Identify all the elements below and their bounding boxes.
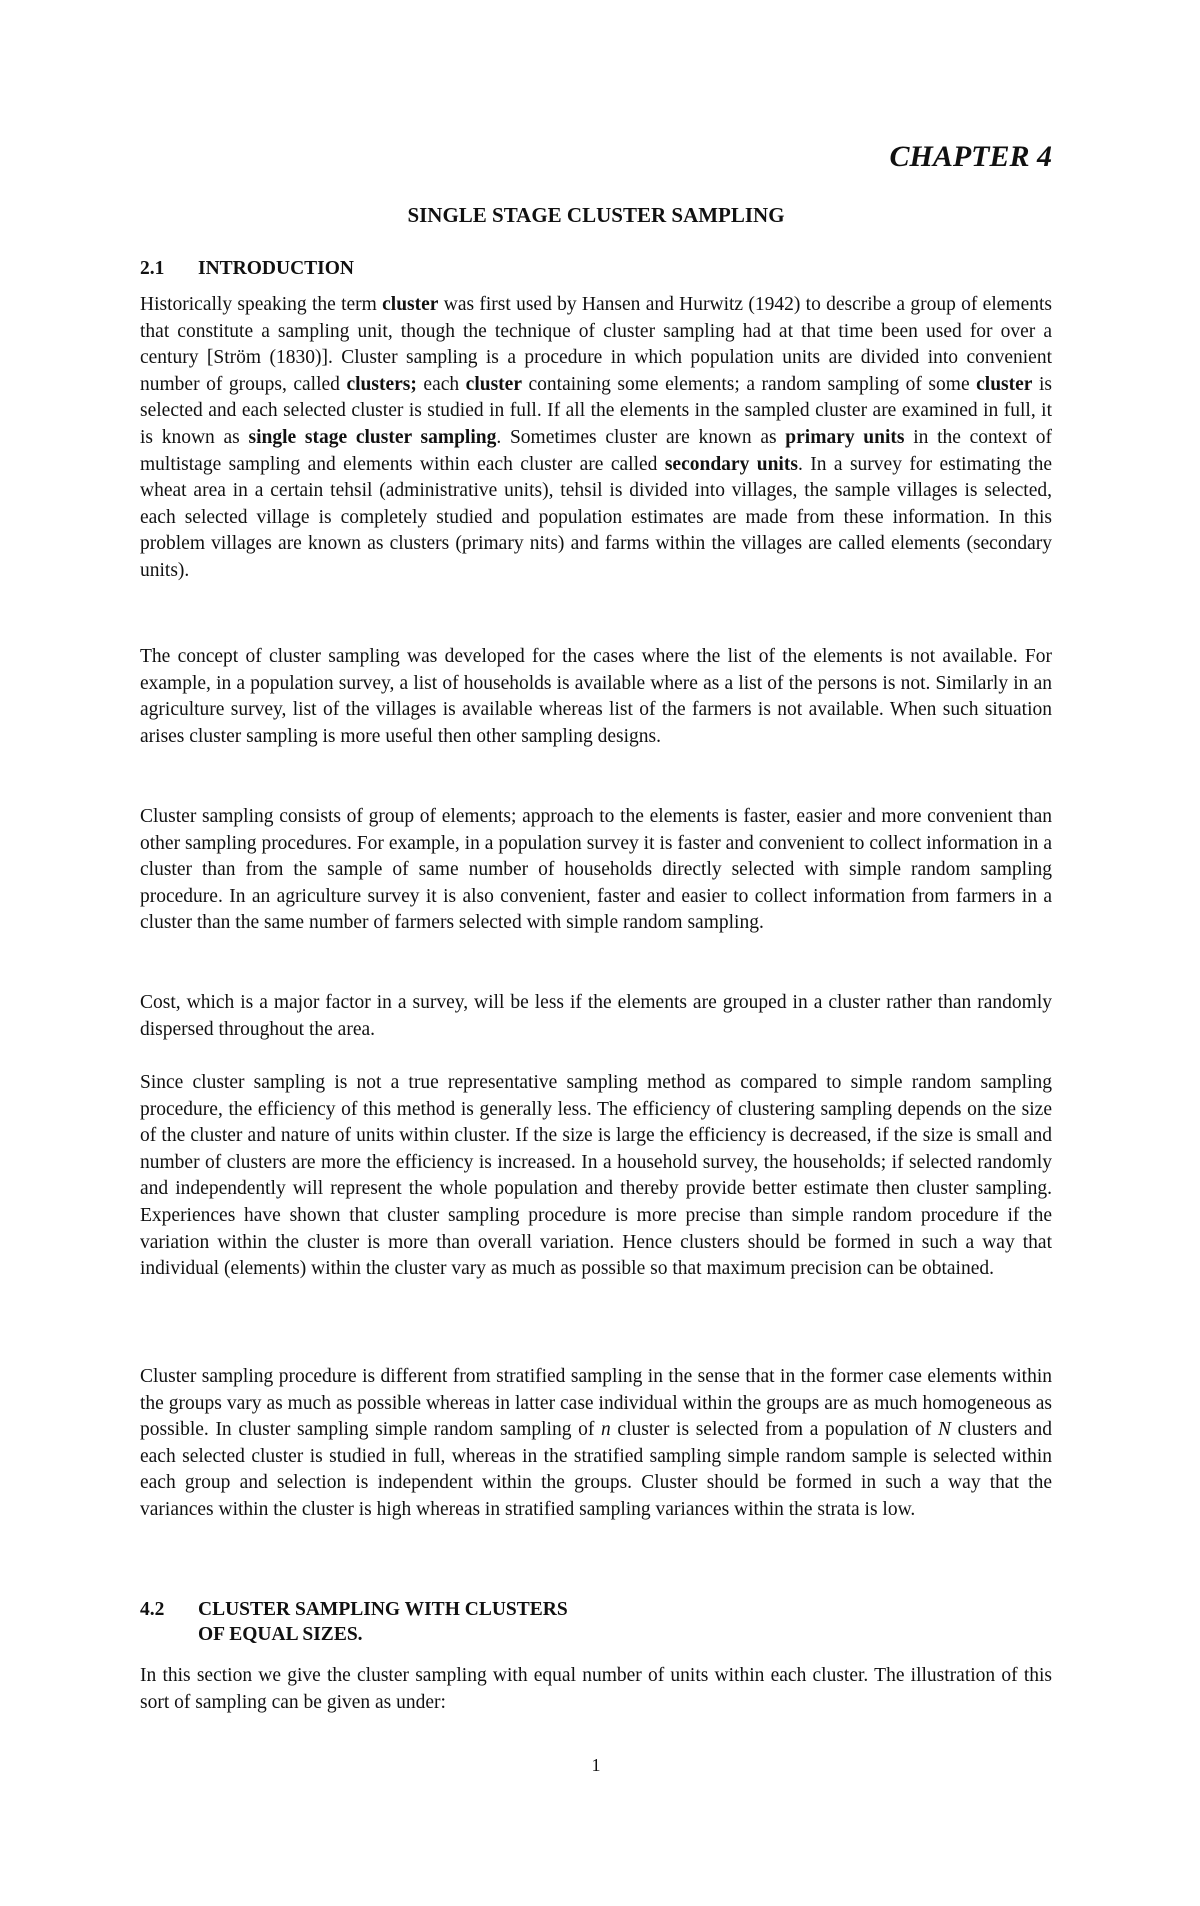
bold-term: cluster	[382, 294, 439, 315]
section-title-line1: CLUSTER SAMPLING WITH CLUSTERS	[198, 1599, 568, 1620]
text-run: . In a survey for estimating the wheat area in a certain tehsil (administrative units), tehsil is divided into villages, the sample villages is selected, each selected village is completely studied and population estimates are made from these information. In this problem villages are known as clusters (primary nits) and farms within the villages are called elements (secondary units).	[140, 453, 1052, 581]
text-run: containing some elements; a random sampling of some	[521, 373, 977, 395]
text-run: clusters and each selected cluster is studied in full, whereas in the stratified sampling simple random sample is selected within each group and selection is independent within the groups. Cluster should be formed in such a way that the variances within the cluster is high whereas in stratified sampling variances within the strata is low.	[140, 1419, 1052, 1520]
section-number: 2.1	[140, 258, 165, 279]
chapter-label: CHAPTER 4	[889, 140, 1052, 173]
section-heading-introduction	[140, 256, 354, 281]
bold-term: cluster	[976, 373, 1033, 395]
paragraph-stratified-comparison	[140, 1364, 1052, 1524]
paragraph-efficiency: Since cluster sampling is not a true representative sampling method as compared to simple random sampling procedure, the efficiency of this method is generally less. The efficiency of clustering sampling depends on the size of the cluster and nature of units within cluster. If the size is large the efficiency is decreased, if the size is small and number of clusters are more the efficiency is increased. In a household survey, the households; if selected randomly and independently will represent the whole population and thereby provide better estimate then cluster sampling. Experiences have shown that cluster sampling procedure is more precise than simple random procedure if the variation within the cluster is more than overall variation. Hence clusters should be formed in such a way that individual (elements) within the cluster vary as much as possible so that maximum precision can be obtained.	[140, 1072, 1052, 1280]
paragraph-introduction	[140, 292, 1052, 585]
section-title-line2: OF EQUAL SIZES.	[198, 1624, 363, 1645]
italic-symbol: n	[601, 1419, 611, 1441]
text-run: Cluster sampling procedure is different from stratified sampling in the sense that in the former case elements within the groups vary as much as possible whereas in latter case individual within the groups are as much homogeneous as possible. In cluster sampling simple random sampling of	[140, 1366, 1052, 1441]
bold-term: cluster	[465, 373, 522, 395]
page-number: 1	[591, 1755, 601, 1775]
section-title: INTRODUCTION	[198, 258, 355, 279]
section-number: 4.2	[140, 1599, 165, 1620]
bold-term: secondary units	[664, 453, 798, 475]
text-run: Historically speaking the term	[140, 294, 383, 315]
paragraph-equal-sizes-intro: In this section we give the cluster sampling with equal number of units within each cluster. The illustration of this sort of sampling can be given as under:	[140, 1665, 1052, 1713]
chapter-title: SINGLE STAGE CLUSTER SAMPLING	[407, 203, 785, 227]
paragraph-consists: Cluster sampling consists of group of elements; approach to the elements is faster, easier and more convenient than other sampling procedures. For example, in a population survey it is faster and convenient to collect information in a cluster than from the sample of same number of households directly selected with simple random sampling procedure. In an agriculture survey it is also convenient, faster and easier to collect information from farmers in a cluster than the same number of farmers selected with simple random sampling.	[140, 806, 1052, 934]
text-run: in the context of multistage sampling and elements within each cluster are called	[140, 426, 1052, 475]
text-run: was first used by Hansen and Hurwitz (1942) to describe a group of elements that constitute a sampling unit, though the technique of cluster sampling had at that time been used for over a century [Ström (1830)]. Cluster sampling is a procedure in which population units are divided into convenient number of groups, called	[140, 294, 1052, 395]
bold-term: single stage cluster sampling	[248, 426, 497, 448]
text-run: cluster is selected from a population of	[610, 1419, 938, 1441]
text-run: . Sometimes cluster are known as	[496, 426, 786, 448]
bold-term: primary units	[785, 426, 905, 448]
text-run: each	[416, 373, 466, 395]
section-heading-equal-sizes	[140, 1597, 568, 1647]
document-page	[140, 0, 1052, 1906]
text-run: is selected and each selected cluster is studied in full. If all the elements in the sampled cluster are examined in full, it is known as	[140, 373, 1052, 448]
bold-term: clusters;	[346, 373, 417, 395]
paragraph-concept: The concept of cluster sampling was developed for the cases where the list of the elements is not available. For example, in a population survey, a list of households is available where as a list of the persons is not. Similarly in an agriculture survey, list of the villages is available whereas list of the farmers is not available. When such situation arises cluster sampling is more useful then other sampling designs.	[140, 646, 1052, 747]
italic-symbol: N	[937, 1419, 951, 1441]
paragraph-cost: Cost, which is a major factor in a survey, will be less if the elements are grouped in a cluster rather than randomly dispersed throughout the area.	[140, 992, 1052, 1040]
